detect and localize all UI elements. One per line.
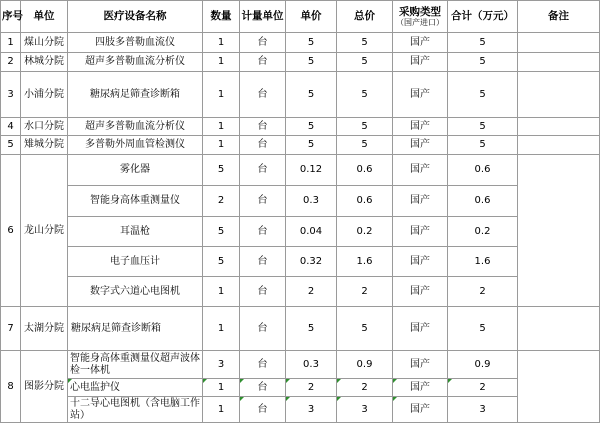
cell-qty: 1 xyxy=(203,379,240,397)
table-row xyxy=(1,72,600,118)
cell-qty: 1 xyxy=(203,307,240,351)
cell-seq: 5 xyxy=(1,136,21,155)
cell-qty: 1 xyxy=(203,118,240,136)
table-row xyxy=(1,217,600,247)
cell-measure: 台 xyxy=(240,277,286,307)
cell-device: 智能身高体重测量仪 xyxy=(68,186,203,217)
cell-measure: 台 xyxy=(240,186,286,217)
cell-type: 国产 xyxy=(393,247,448,277)
cell-device: 耳温枪 xyxy=(68,217,203,247)
cell-sum: 5 xyxy=(448,118,518,136)
cell-measure: 台 xyxy=(240,72,286,118)
header-device: 医疗设备名称 xyxy=(68,1,203,33)
cell-measure: 台 xyxy=(240,247,286,277)
cell-device: 多普勒外周血管检测仪 xyxy=(68,136,203,155)
cell-sum: 5 xyxy=(448,136,518,155)
cell-qty: 1 xyxy=(203,397,240,423)
cell-sum: 1.6 xyxy=(448,247,518,277)
cell-seq: 4 xyxy=(1,118,21,136)
cell-device: 超声多普勒血流分析仪 xyxy=(68,53,203,72)
cell-qty: 1 xyxy=(203,72,240,118)
table-row xyxy=(1,33,600,53)
cell-sum: 2 xyxy=(448,277,518,307)
cell-type: 国产 xyxy=(393,33,448,53)
cell-sum: 2 xyxy=(448,379,518,397)
cell-unit: 雉城分院 xyxy=(21,136,68,155)
cell-price: 5 xyxy=(286,136,337,155)
cell-remark xyxy=(518,33,600,53)
cell-device: 数字式六道心电图机 xyxy=(68,277,203,307)
cell-price: 5 xyxy=(286,118,337,136)
cell-remark xyxy=(518,72,600,118)
cell-price: 2 xyxy=(286,379,337,397)
cell-type: 国产 xyxy=(393,351,448,379)
cell-price: 0.3 xyxy=(286,186,337,217)
table-row xyxy=(1,351,600,379)
cell-qty: 2 xyxy=(203,186,240,217)
cell-sum: 0.2 xyxy=(448,217,518,247)
cell-total: 5 xyxy=(337,72,393,118)
cell-total: 1.6 xyxy=(337,247,393,277)
table-row xyxy=(1,186,600,217)
cell-sum: 0.9 xyxy=(448,351,518,379)
cell-device: 糖尿病足筛查诊断箱 xyxy=(68,72,203,118)
cell-type: 国产 xyxy=(393,379,448,397)
cell-measure: 台 xyxy=(240,53,286,72)
cell-measure: 台 xyxy=(240,397,286,423)
cell-measure: 台 xyxy=(240,33,286,53)
cell-total: 5 xyxy=(337,118,393,136)
cell-unit: 图影分院 xyxy=(21,351,68,423)
header-seq: 序号 xyxy=(1,1,21,33)
cell-total: 0.6 xyxy=(337,155,393,186)
cell-total: 5 xyxy=(337,33,393,53)
cell-unit: 龙山分院 xyxy=(21,155,68,307)
header-sum: 合计（万元） xyxy=(448,1,518,33)
cell-measure: 台 xyxy=(240,379,286,397)
cell-device: 四肢多普勒血流仪 xyxy=(68,33,203,53)
cell-remark xyxy=(518,136,600,155)
cell-measure: 台 xyxy=(240,155,286,186)
cell-measure: 台 xyxy=(240,307,286,351)
header-row xyxy=(1,1,600,33)
table-row xyxy=(1,136,600,155)
cell-qty: 5 xyxy=(203,217,240,247)
header-unit: 单位 xyxy=(21,1,68,33)
cell-total: 3 xyxy=(337,397,393,423)
cell-seq: 7 xyxy=(1,307,21,351)
cell-total: 0.2 xyxy=(337,217,393,247)
header-remark: 备注 xyxy=(518,1,600,33)
cell-device: 雾化器 xyxy=(68,155,203,186)
cell-type: 国产 xyxy=(393,277,448,307)
cell-qty: 3 xyxy=(203,351,240,379)
cell-type: 国产 xyxy=(393,118,448,136)
cell-type: 国产 xyxy=(393,136,448,155)
cell-measure: 台 xyxy=(240,118,286,136)
cell-type: 国产 xyxy=(393,155,448,186)
cell-price: 2 xyxy=(286,277,337,307)
cell-seq: 8 xyxy=(1,351,21,423)
cell-price: 0.3 xyxy=(286,351,337,379)
table-row xyxy=(1,155,600,186)
table-row xyxy=(1,307,600,351)
header-purchase-type xyxy=(393,1,448,33)
cell-remark xyxy=(518,118,600,136)
cell-type: 国产 xyxy=(393,186,448,217)
cell-price: 5 xyxy=(286,53,337,72)
cell-price: 0.04 xyxy=(286,217,337,247)
cell-unit: 太湖分院 xyxy=(21,307,68,351)
cell-price: 5 xyxy=(286,33,337,53)
cell-total: 0.6 xyxy=(337,186,393,217)
cell-type: 国产 xyxy=(393,397,448,423)
cell-price: 0.32 xyxy=(286,247,337,277)
cell-measure: 台 xyxy=(240,136,286,155)
cell-sum: 5 xyxy=(448,307,518,351)
cell-sum: 0.6 xyxy=(448,155,518,186)
cell-unit: 煤山分院 xyxy=(21,33,68,53)
cell-remark xyxy=(518,155,600,307)
cell-device: 糖尿病足筛查诊断箱 xyxy=(68,307,203,351)
cell-remark xyxy=(518,307,600,351)
cell-device: 电子血压计 xyxy=(68,247,203,277)
cell-type: 国产 xyxy=(393,217,448,247)
cell-device: 智能身高体重测量仪超声波体检一体机 xyxy=(68,351,203,379)
cell-price: 0.12 xyxy=(286,155,337,186)
cell-sum: 0.6 xyxy=(448,186,518,217)
header-total: 总价 xyxy=(337,1,393,33)
cell-unit: 水口分院 xyxy=(21,118,68,136)
cell-device: 超声多普勒血流分析仪 xyxy=(68,118,203,136)
cell-total: 5 xyxy=(337,53,393,72)
header-price: 单价 xyxy=(286,1,337,33)
table-row xyxy=(1,277,600,307)
table-row xyxy=(1,53,600,72)
cell-device: 心电监护仪 xyxy=(68,379,203,397)
cell-seq: 3 xyxy=(1,72,21,118)
cell-seq: 6 xyxy=(1,155,21,307)
cell-unit: 小浦分院 xyxy=(21,72,68,118)
cell-sum: 5 xyxy=(448,72,518,118)
table-row xyxy=(1,379,600,397)
table-row xyxy=(1,247,600,277)
cell-total: 2 xyxy=(337,379,393,397)
cell-total: 2 xyxy=(337,277,393,307)
cell-qty: 1 xyxy=(203,136,240,155)
cell-total: 5 xyxy=(337,307,393,351)
header-purchase-type-label: 采购类型 xyxy=(399,5,441,18)
cell-seq: 1 xyxy=(1,33,21,53)
cell-price: 3 xyxy=(286,397,337,423)
cell-price: 5 xyxy=(286,307,337,351)
cell-measure: 台 xyxy=(240,217,286,247)
header-qty: 数量 xyxy=(203,1,240,33)
cell-qty: 1 xyxy=(203,53,240,72)
cell-sum: 5 xyxy=(448,33,518,53)
cell-remark xyxy=(518,53,600,72)
cell-device: 十二导心电图机（含电脑工作站） xyxy=(68,397,203,423)
cell-sum: 3 xyxy=(448,397,518,423)
cell-total: 0.9 xyxy=(337,351,393,379)
cell-unit: 林城分院 xyxy=(21,53,68,72)
cell-type: 国产 xyxy=(393,72,448,118)
cell-type: 国产 xyxy=(393,53,448,72)
cell-measure: 台 xyxy=(240,351,286,379)
cell-seq: 2 xyxy=(1,53,21,72)
cell-price: 5 xyxy=(286,72,337,118)
header-purchase-type-note: （国产进口） xyxy=(396,17,444,27)
cell-type: 国产 xyxy=(393,307,448,351)
cell-qty: 5 xyxy=(203,247,240,277)
cell-qty: 1 xyxy=(203,277,240,307)
cell-sum: 5 xyxy=(448,53,518,72)
table-row xyxy=(1,397,600,423)
cell-qty: 1 xyxy=(203,33,240,53)
cell-total: 5 xyxy=(337,136,393,155)
cell-qty: 5 xyxy=(203,155,240,186)
cell-remark xyxy=(518,351,600,423)
header-measure-unit: 计量单位 xyxy=(240,1,286,33)
table-row xyxy=(1,118,600,136)
